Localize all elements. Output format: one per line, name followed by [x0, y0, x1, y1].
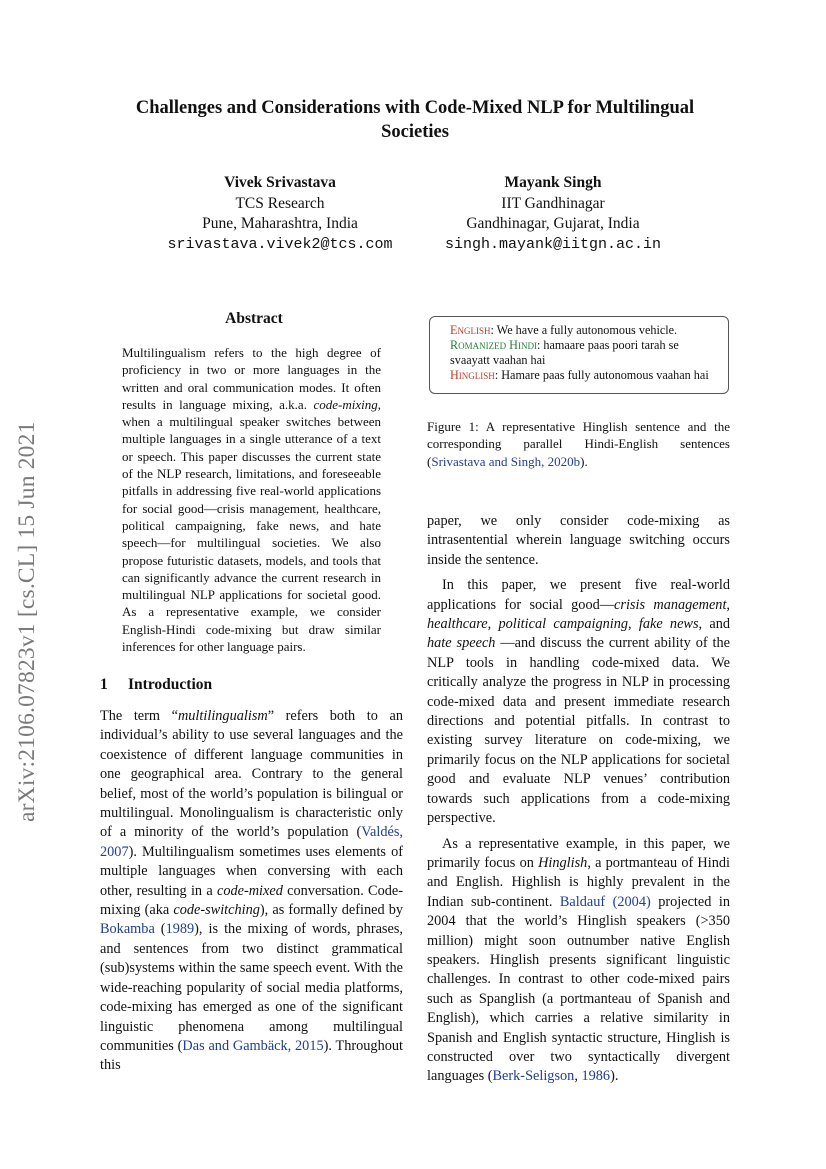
author-name: Mayank Singh [504, 174, 602, 191]
figure-hinglish-line: Hinglish: Hamare paas fully autonomous vaahan hai [450, 368, 709, 382]
figure-romanized-line: Romanized Hindi: hamaare paas poori tarah se svaayatt vaahan hai [450, 338, 679, 367]
author-email[interactable]: singh.mayank@iitgn.ac.in [444, 235, 662, 253]
paper-title: Challenges and Considerations with Code-Mixed NLP for Multilingual Societies [135, 98, 695, 142]
intro-paragraph-3: In this paper, we present five real-world applications for social good—crisis management, healthcare, political campaigning, fake news, and hate speech —and discuss the current ability of the NLP tools in handling code-mixed data. We critically analyze the progress in NLP in processing code-mixed data and present immediate research directions and potential pitfalls. In contrast to existing survey literature on code-mixing, we primarily focus on the NLP applications for societal good and evaluate NLP venues’ contribution towards such applications from a code-mixing perspective. [427, 577, 731, 827]
author-affiliation: IIT Gandhinagar [501, 194, 605, 212]
arxiv-stamp [14, 342, 40, 822]
figure-english-line: English: We have a fully autonomous vehicle. [450, 323, 678, 337]
author-affiliation: TCS Research [235, 194, 325, 212]
citation-link[interactable]: Das and Gambäck, 2015 [182, 1037, 324, 1054]
arxiv-id: arXiv:2106.07823v1 [cs.CL] 15 Jun 2021 [14, 421, 40, 822]
intro-paragraph-4: As a representative example, in this paper, we primarily focus on Hinglish, a portmanteau of Hindi and English. Highlish is highly prevalent in the Indian sub-continent. Baldauf (2004) projected in 2004 that the world’s Hinglish speakers (>350 million) might soon outnumber native English speakers. Hinglish presents significant linguistic challenges. In contrast to other code-mixed pairs such as Spanglish (a portmanteau of Spanish and English), which carries a relative similarity in Spanish and English syntactic structure, Hinglish is constructed over two syntactically divergent languages (Berk-Seligson, 1986). [427, 835, 730, 1085]
abstract-heading: Abstract [225, 310, 283, 327]
author-block-1 [130, 173, 430, 255]
author-block-2 [403, 173, 703, 255]
figure-1-box [429, 316, 729, 394]
citation-link[interactable]: 1986 [581, 1068, 611, 1085]
intro-paragraph-1: The term “multilingualism” refers both to an individual’s ability to use several languages and the coexistence of different language communities in one geographical area. Contrary to the general belief, most of the world’s population is bilingual or multilingual. Monolingualism is characteristic only of a minority of the world’s population (Valdés, 2007). Multilingualism sometimes uses elements of multiple languages when conversing with each other, resulting in a code-mixed conversation. Code-mixing (aka code-switching), as formally defined by Bokamba (1989), is the mixing of words, phrases, and sentences from two distinct grammatical (sub)systems within the same speech event. With the wide-reaching popularity of social media platforms, code-mixing has emerged as one of the significant linguistic phenomena among multilingual communities (Das and Gambäck, 2015). Throughout this [100, 708, 403, 1074]
citation-link[interactable]: Baldauf (2004) [559, 893, 651, 910]
author-location: Gandhinagar, Gujarat, India [466, 215, 640, 232]
citation-link[interactable]: Valdés, 2007 [100, 824, 403, 860]
hinglish-label: Hinglish [450, 368, 495, 382]
romanized-label: Romanized Hindi [450, 338, 537, 352]
citation-link[interactable]: Srivastava and Singh, 2020b [431, 453, 581, 469]
figure-1-caption: Figure 1: A representative Hinglish sentence and the corresponding parallel Hindi-English sentences (Srivastava and Singh, 2020b). [427, 419, 730, 469]
citation-link[interactable]: Berk-Seligson [492, 1068, 575, 1085]
citation-link[interactable]: Bokamba [100, 921, 155, 938]
intro-column-left [100, 707, 403, 1076]
author-location: Pune, Maharashtra, India [202, 215, 358, 232]
abstract-body: Multilingualism refers to the high degree of proficiency in two or more languages in the written and oral communication modes. It often results in language mixing, a.k.a. code-mixing, when a multilingual speaker switches between multiple languages in a single utterance of a text or speech. This paper discusses the current state of the NLP research, limitations, and foreseeable pitfalls in addressing five real-world applications for social good—crisis management, healthcare, political campaigning, fake news, and hate speech—for multilingual societies. We also propose futuristic datasets, models, and tools that can significantly advance the current research in multilingual NLP applications for societal good. As a representative example, we consider English-Hindi code-mixing but draw similar inferences for other language pairs. [122, 345, 381, 655]
citation-link[interactable]: 1989 [165, 921, 195, 938]
section-heading [100, 676, 212, 694]
section-number: 1 [100, 676, 108, 693]
intro-column-right [427, 512, 730, 1087]
section-title: Introduction [128, 676, 213, 693]
author-name: Vivek Srivastava [224, 174, 336, 191]
english-label: English [450, 323, 491, 337]
author-email[interactable]: srivastava.vivek2@tcs.com [167, 235, 393, 253]
intro-paragraph-2: paper, we only consider code-mixing as intrasentential wherein language switching occurs inside the sentence. [427, 513, 730, 568]
